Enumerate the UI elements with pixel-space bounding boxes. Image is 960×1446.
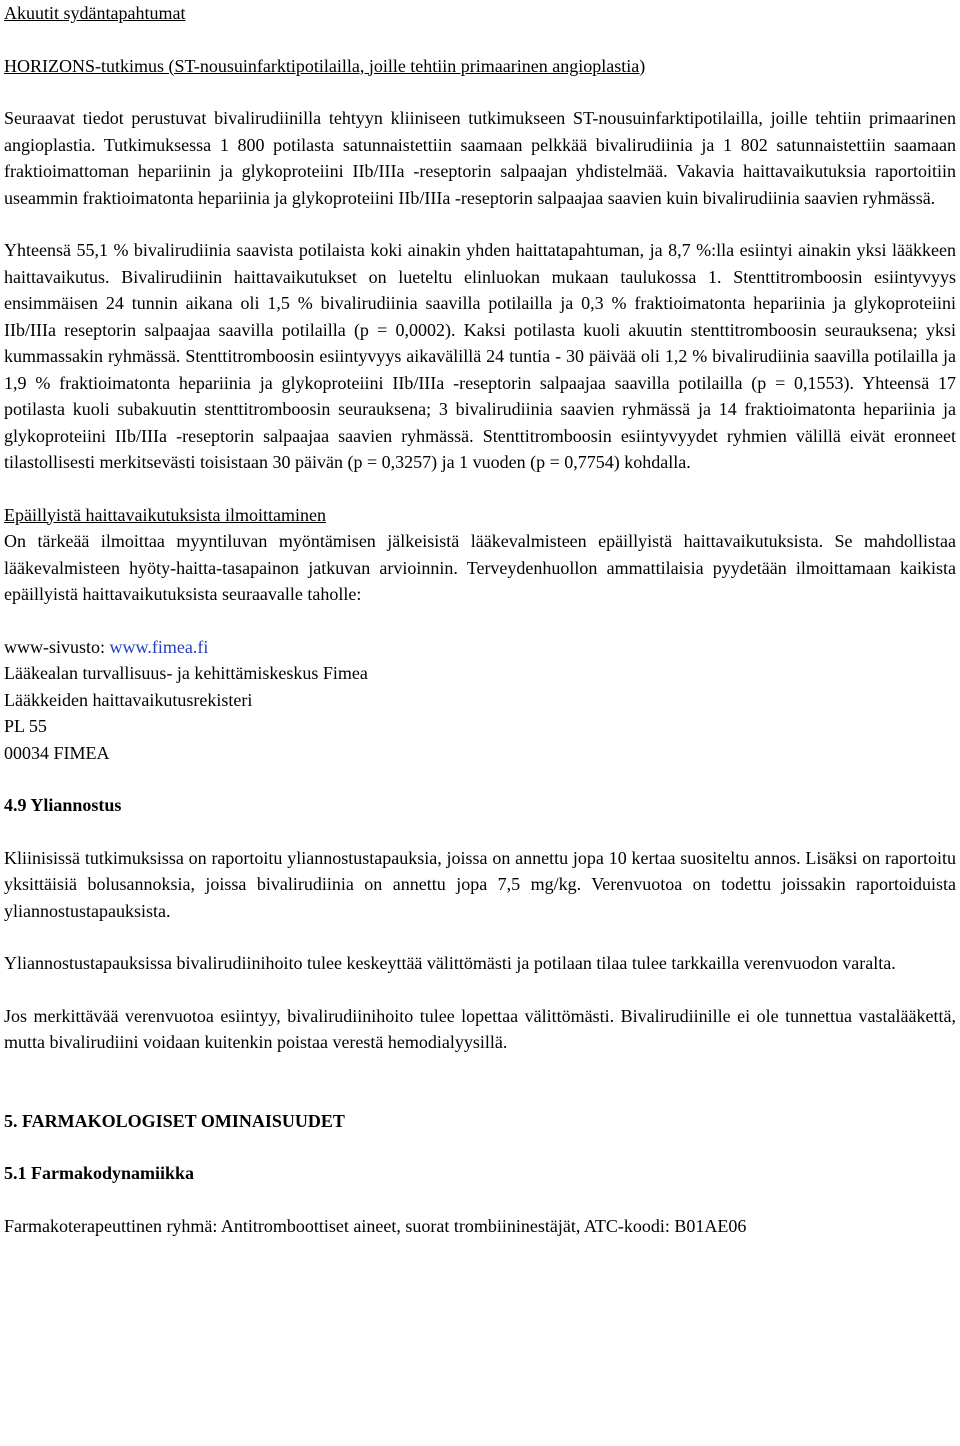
website-label: www-sivusto: bbox=[4, 636, 110, 657]
website-line bbox=[4, 634, 956, 661]
address-line-3: PL 55 bbox=[4, 716, 47, 736]
paragraph-overdose-2: Yliannostustapauksissa bivalirudiinihoito tulee keskeyttää välittömästi ja potilaan tilaa tulee tarkkailla verenvuodon varalta. bbox=[4, 953, 896, 973]
paragraph-pharmacotherapeutic-group: Farmakoterapeuttinen ryhmä: Antitromboottiset aineet, suorat trombiininestäjät, ATC-koodi: B01AE06 bbox=[4, 1215, 747, 1236]
address-line-4: 00034 FIMEA bbox=[4, 742, 110, 763]
address-line-2: Lääkkeiden haittavaikutusrekisteri bbox=[4, 689, 253, 710]
fimea-link[interactable]: www.fimea.fi bbox=[109, 636, 209, 657]
section-heading-pharmacology: 5. FARMAKOLOGISET OMINAISUUDET bbox=[4, 1110, 345, 1131]
section-heading-acute-events: Akuutit sydäntapahtumat bbox=[4, 3, 186, 23]
paragraph-overdose-3: Jos merkittävää verenvuotoa esiintyy, bivalirudiinihoito tulee lopettaa välittömästi. Bivalirudiinille ei ole tunnettua vastalääkettä, mutta bivalirudiini voidaan kuitenkin poistaa verestä hemodialyysillä. bbox=[4, 1005, 956, 1052]
paragraph-overdose-1: Kliinisissä tutkimuksissa on raportoitu yliannostustapauksia, joissa on annettu jopa 10 kertaa suositeltu annos. Lisäksi on raportoitu yksittäisiä bolusannoksia, joissa bivalirudiinia on annettu jopa 7,5 mg/kg. Verenvuotoa on todettu joissakin raportoiduista yliannostustapauksista. bbox=[4, 847, 956, 921]
section-heading-pharmacodynamics: 5.1 Farmakodynamiikka bbox=[4, 1163, 195, 1183]
paragraph-reporting: On tärkeää ilmoittaa myyntiluvan myöntämisen jälkeisistä lääkevalmisteen epäillyistä haittavaikutuksista. Se mahdollistaa lääkevalmisteen hyöty-haitta-tasapainon jatkuvan arvioinnin. Terveydenhuollon ammattilaisia pyydetään ilmoittamaan kaikista epäillyistä haittavaikutuksista seuraavalle taholle: bbox=[4, 531, 956, 604]
paragraph-adverse-events: Yhteensä 55,1 % bivalirudiinia saavista potilaista koki ainakin yhden haittatapahtuman, ja 8,7 %:lla esiintyi ainakin yksi lääkkeen haittavaikutus. Bivalirudiinin haittavaikutukset on lueteltu elinluokan mukaan taulukossa 1. Stenttitromboosin esiintyvyys ensimmäisen 24 tunnin aikana oli 1,5 % bivalirudiinia saavilla potilailla ja 0,3 % fraktioimatonta hepariinia ja glykoproteiini IIb/IIIa reseptorin salpaajaa saavilla potilailla (p = 0,0002). Kaksi potilasta kuoli akuutin stenttitromboosin seurauksena; yksi kummassakin ryhmässä. Stenttitromboosin esiintyvyys aikavälillä 24 tuntia - 30 päivää oli 1,2 % bivalirudiinia saavilla potilailla ja 1,9 % fraktioimatonta hepariinia ja glykoproteiini IIb/IIIa -reseptorin salpaajaa saavilla potilailla (p = 0,1553). Yhteensä 17 potilasta kuoli subakuutin stenttitromboosin seurauksena; 3 bivalirudiinia saavien ryhmässä ja 14 fraktioimatonta hepariinia ja glykoproteiini IIb/IIIa -reseptorin salpaajaa saavien ryhmässä. Stenttitromboosin esiintyvyydet ryhmien välillä eivät eronneet tilastollisesti merkitsevästi toisistaan 30 päivän (p = 0,3257) ja 1 vuoden (p = 0,7754) kohdalla. bbox=[4, 240, 956, 472]
section-heading-reporting: Epäillyistä haittavaikutuksista ilmoittaminen bbox=[4, 504, 326, 525]
paragraph-study-summary: Seuraavat tiedot perustuvat bivalirudiinilla tehtyyn kliiniseen tutkimukseen ST-nousuinfarktipotilailla, joille tehtiin primaarinen angioplastia. Tutkimuksessa 1 800 potilasta satunnaistettiin saamaan pelkkää bivalirudiinia ja 1 802 satunnaistettiin saamaan fraktioimattoman hepariinin ja glykoproteiini IIb/IIIa -reseptorin salpaajan yhdistelmää. Vakavia haittavaikutuksia raportoitiin useammin fraktioimatonta hepariinia ja glykoproteiini IIb/IIIa -reseptorin salpaajaa saavien kuin bivalirudiinia saavien ryhmässä. bbox=[4, 108, 956, 208]
section-heading-overdose: 4.9 Yliannostus bbox=[4, 795, 122, 815]
study-subheading: HORIZONS-tutkimus (ST-nousuinfarktipotilailla, joille tehtiin primaarinen angioplastia) bbox=[4, 55, 646, 76]
address-line-1: Lääkealan turvallisuus- ja kehittämiskeskus Fimea bbox=[4, 663, 368, 683]
